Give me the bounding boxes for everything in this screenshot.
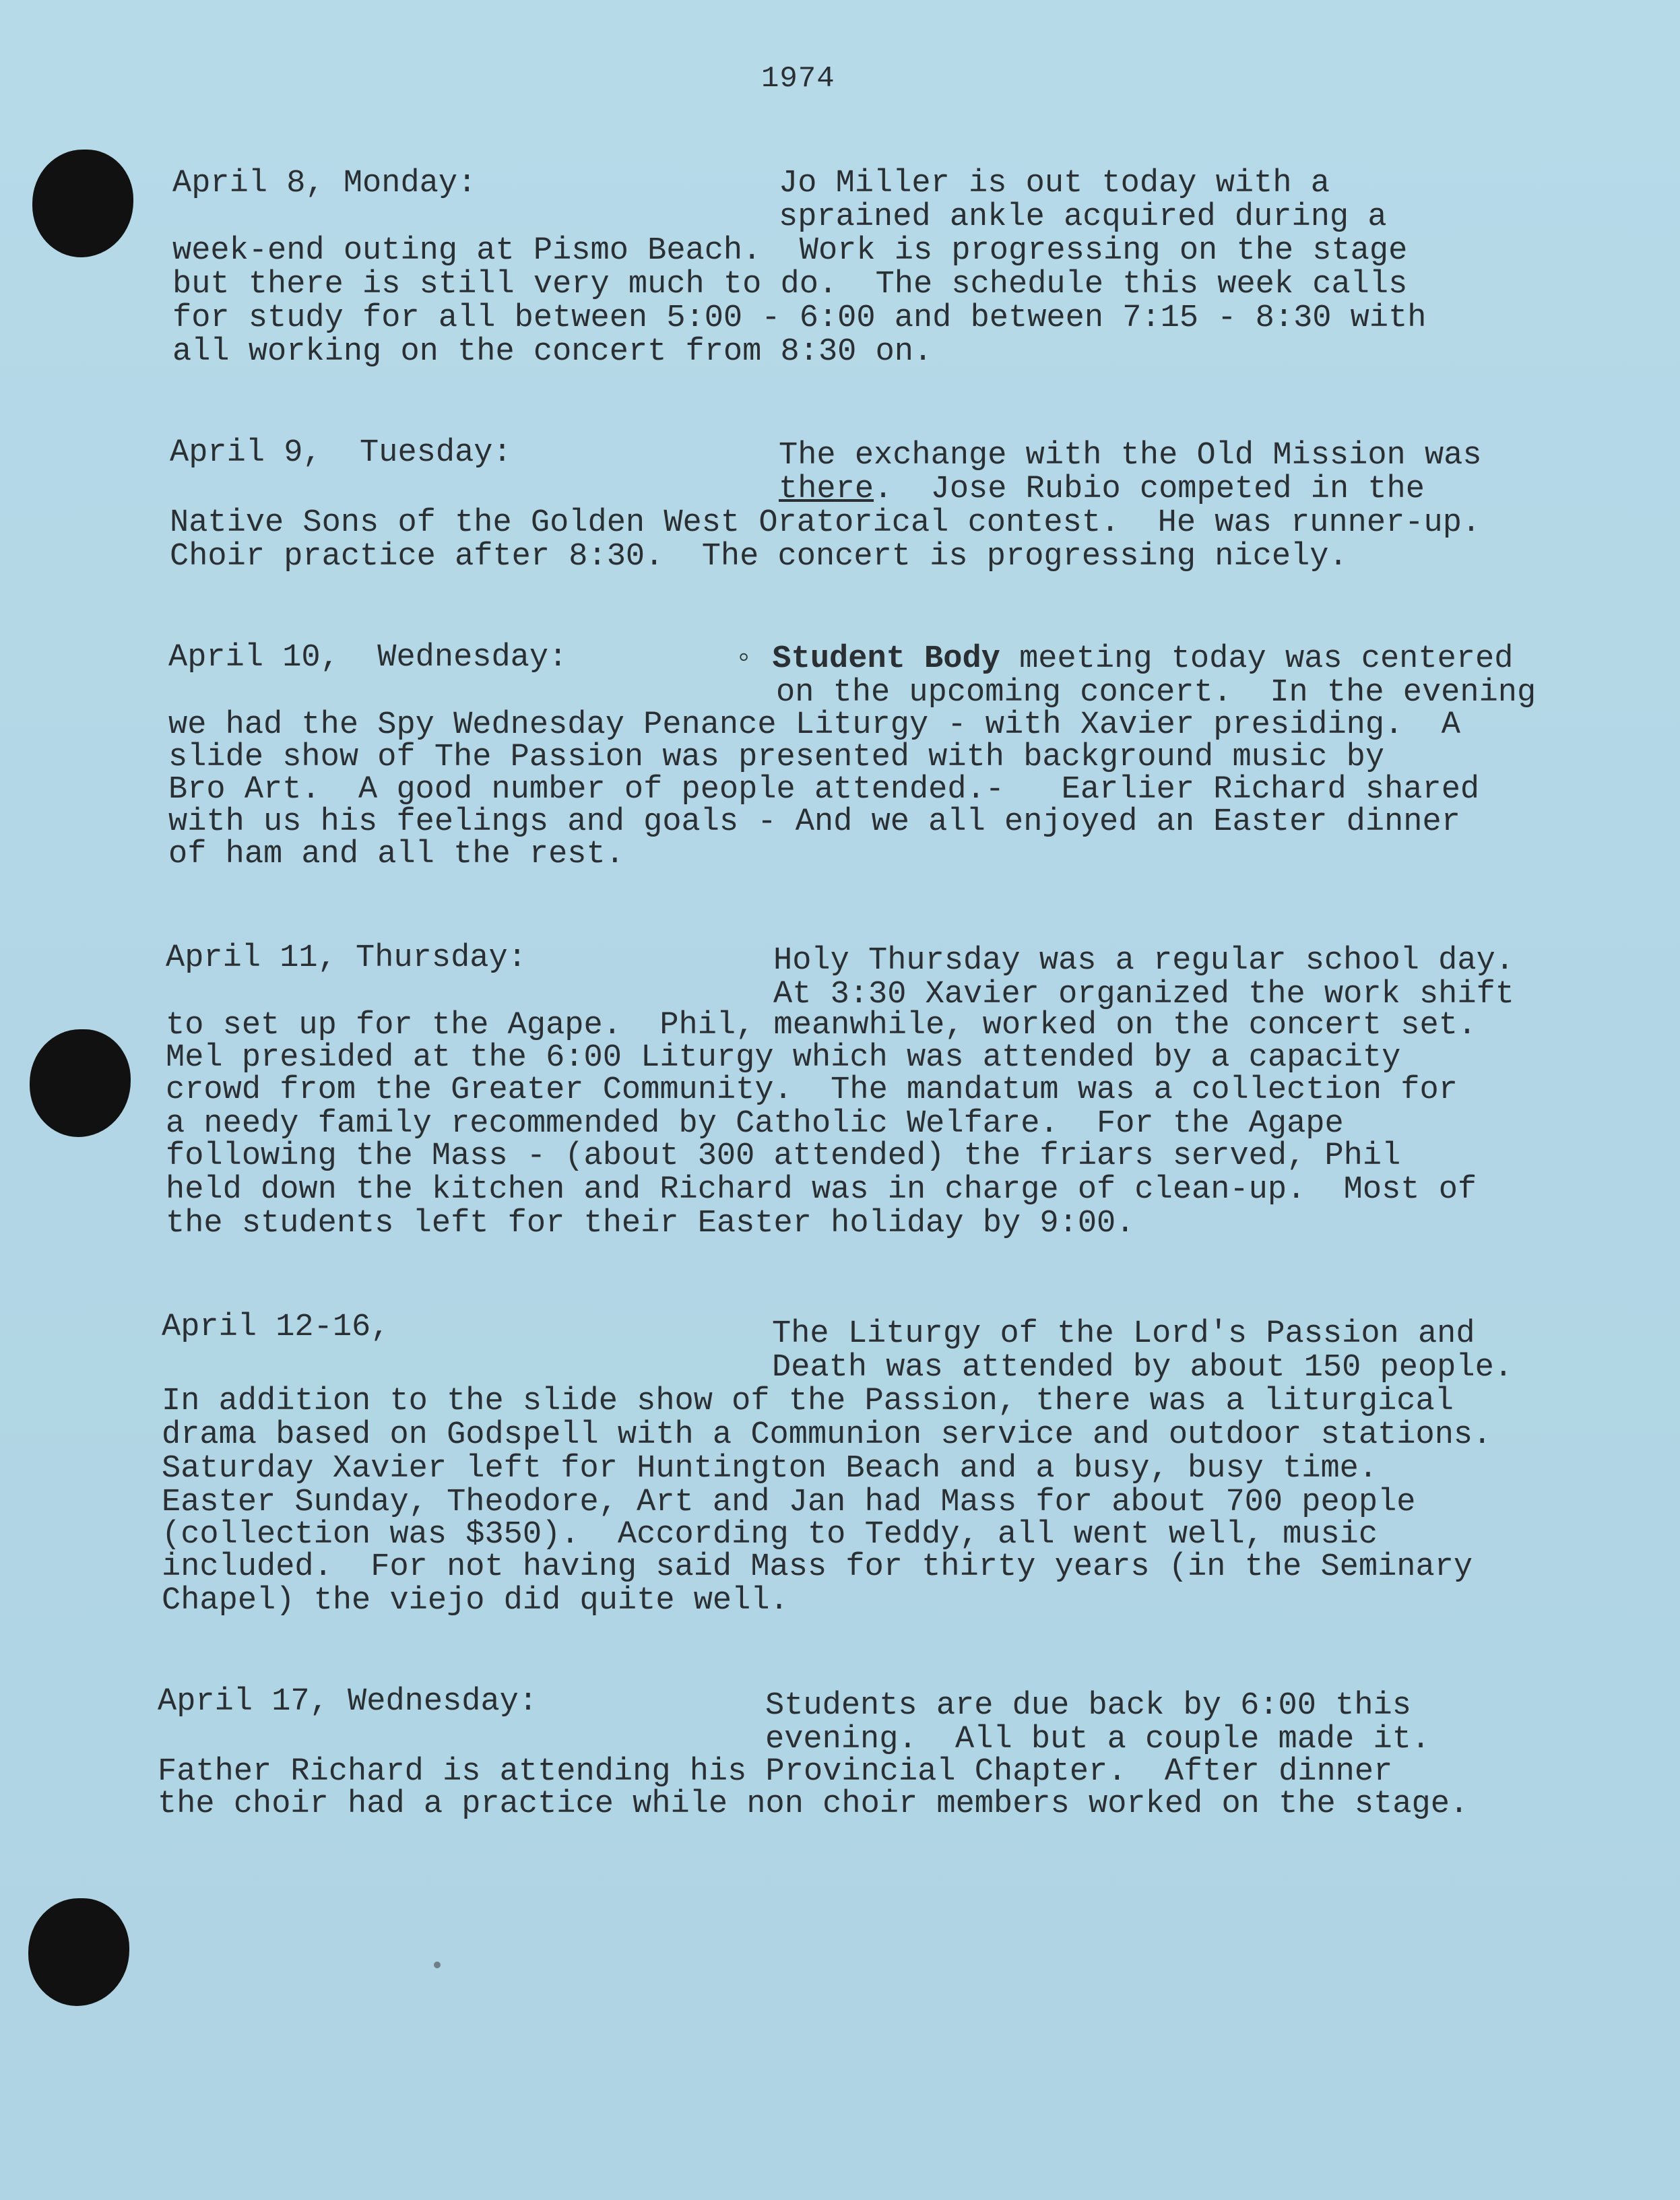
entry-body-line: week-end outing at Pismo Beach. Work is progressing on the stage xyxy=(172,233,1408,269)
entry-body-line: following the Mass - (about 300 attended) the friars served, Phil xyxy=(166,1138,1401,1174)
lead-rest: . Jose Rubio competed in the xyxy=(874,472,1425,507)
paper-speck xyxy=(434,1962,441,1968)
entry-lead-line: The exchange with the Old Mission was xyxy=(779,438,1482,474)
entry-body-line: for study for all between 5:00 - 6:00 and between 7:15 - 8:30 with xyxy=(172,300,1427,336)
entry-body-line: Native Sons of the Golden West Oratorical contest. He was runner-up. xyxy=(170,505,1481,541)
entry-body-line: (collection was $350). According to Teddy, all went well, music xyxy=(162,1517,1378,1553)
entry-lead-line: Jo Miller is out today with a xyxy=(779,166,1330,201)
entry-date: April 12-16, xyxy=(162,1309,390,1345)
entry-april-17 xyxy=(158,1684,1469,1921)
punch-hole-top xyxy=(32,150,133,257)
underlined-word: there xyxy=(779,472,874,507)
entry-body-line: drama based on Godspell with a Communion service and outdoor stations. xyxy=(162,1417,1492,1453)
entry-lead-line: The Liturgy of the Lord's Passion and xyxy=(772,1316,1475,1352)
bold-phrase: Student Body xyxy=(772,641,1000,677)
entry-body-line: we had the Spy Wednesday Penance Liturgy - with Xavier presiding. A xyxy=(168,707,1460,743)
entry-body-line: slide show of The Passion was presented with background music by xyxy=(168,740,1385,775)
entry-body-line: Mel presided at the 6:00 Liturgy which was attended by a capacity xyxy=(166,1040,1401,1076)
entry-body-line: crowd from the Greater Community. The mandatum was a collection for xyxy=(166,1072,1458,1108)
entry-lead-line: At 3:30 Xavier organized the work shift xyxy=(773,977,1514,1012)
entry-body-line: a needy family recommended by Catholic Welfare. For the Agape xyxy=(166,1106,1344,1142)
entry-lead-line: Holy Thursday was a regular school day. xyxy=(773,943,1514,979)
entry-lead-line: evening. All but a couple made it. xyxy=(765,1722,1431,1757)
entry-body-line: Saturday Xavier left for Huntington Beach and a busy, busy time. xyxy=(162,1451,1378,1487)
entry-body-line: the students left for their Easter holiday by 9:00. xyxy=(166,1206,1135,1241)
entry-lead-line: Students are due back by 6:00 this xyxy=(765,1688,1411,1724)
entry-body-line: In addition to the slide show of the Passion, there was a liturgical xyxy=(162,1384,1454,1419)
entry-date: April 9, Tuesday: xyxy=(170,435,512,471)
entry-lead-line: Death was attended by about 150 people. xyxy=(772,1350,1513,1386)
punch-hole-bottom xyxy=(28,1898,129,2006)
entry-date: April 10, Wednesday: xyxy=(168,640,568,676)
entry-body-line: but there is still very much to do. The schedule this week calls xyxy=(172,267,1408,302)
entry-date: April 17, Wednesday: xyxy=(158,1684,538,1720)
entry-body-line: of ham and all the rest. xyxy=(168,837,624,872)
entry-body-line: with us his feelings and goals - And we all enjoyed an Easter dinner xyxy=(168,804,1460,840)
entry-body-line: Chapel) the viejo did quite well. xyxy=(162,1583,789,1619)
entry-lead-line: on the upcoming concert. In the evening xyxy=(776,675,1537,711)
entry-body-line: held down the kitchen and Richard was in charge of clean-up. Most of xyxy=(166,1172,1477,1208)
entry-body-line: all working on the concert from 8:30 on. xyxy=(172,334,933,370)
entry-lead-line: sprained ankle acquired during a xyxy=(779,199,1387,235)
page-year: 1974 xyxy=(761,62,835,96)
entry-body-line: included. For not having said Mass for thirty years (in the Seminary xyxy=(162,1549,1473,1585)
punch-hole-middle xyxy=(30,1029,131,1137)
entry-body-line: to set up for the Agape. Phil, meanwhile, worked on the concert set. xyxy=(166,1008,1477,1043)
entry-lead-line: ◦ Student Body meeting today was centered xyxy=(734,641,1514,677)
entry-body-line: Easter Sunday, Theodore, Art and Jan had Mass for about 700 people xyxy=(162,1485,1416,1520)
entry-date: April 11, Thursday: xyxy=(166,940,527,976)
entry-body-line: Bro Art. A good number of people attended.- Earlier Richard shared xyxy=(168,772,1480,808)
entry-lead-line-underlined xyxy=(779,473,1425,507)
entry-body-line: Choir practice after 8:30. The concert is progressing nicely. xyxy=(170,539,1348,575)
entry-body-line: the choir had a practice while non choir members worked on the stage. xyxy=(158,1786,1469,1822)
entry-date: April 8, Monday: xyxy=(172,166,477,201)
lead-rest: meeting today was centered xyxy=(1000,641,1514,677)
entry-body-line: Father Richard is attending his Provincial Chapter. After dinner xyxy=(158,1754,1393,1790)
